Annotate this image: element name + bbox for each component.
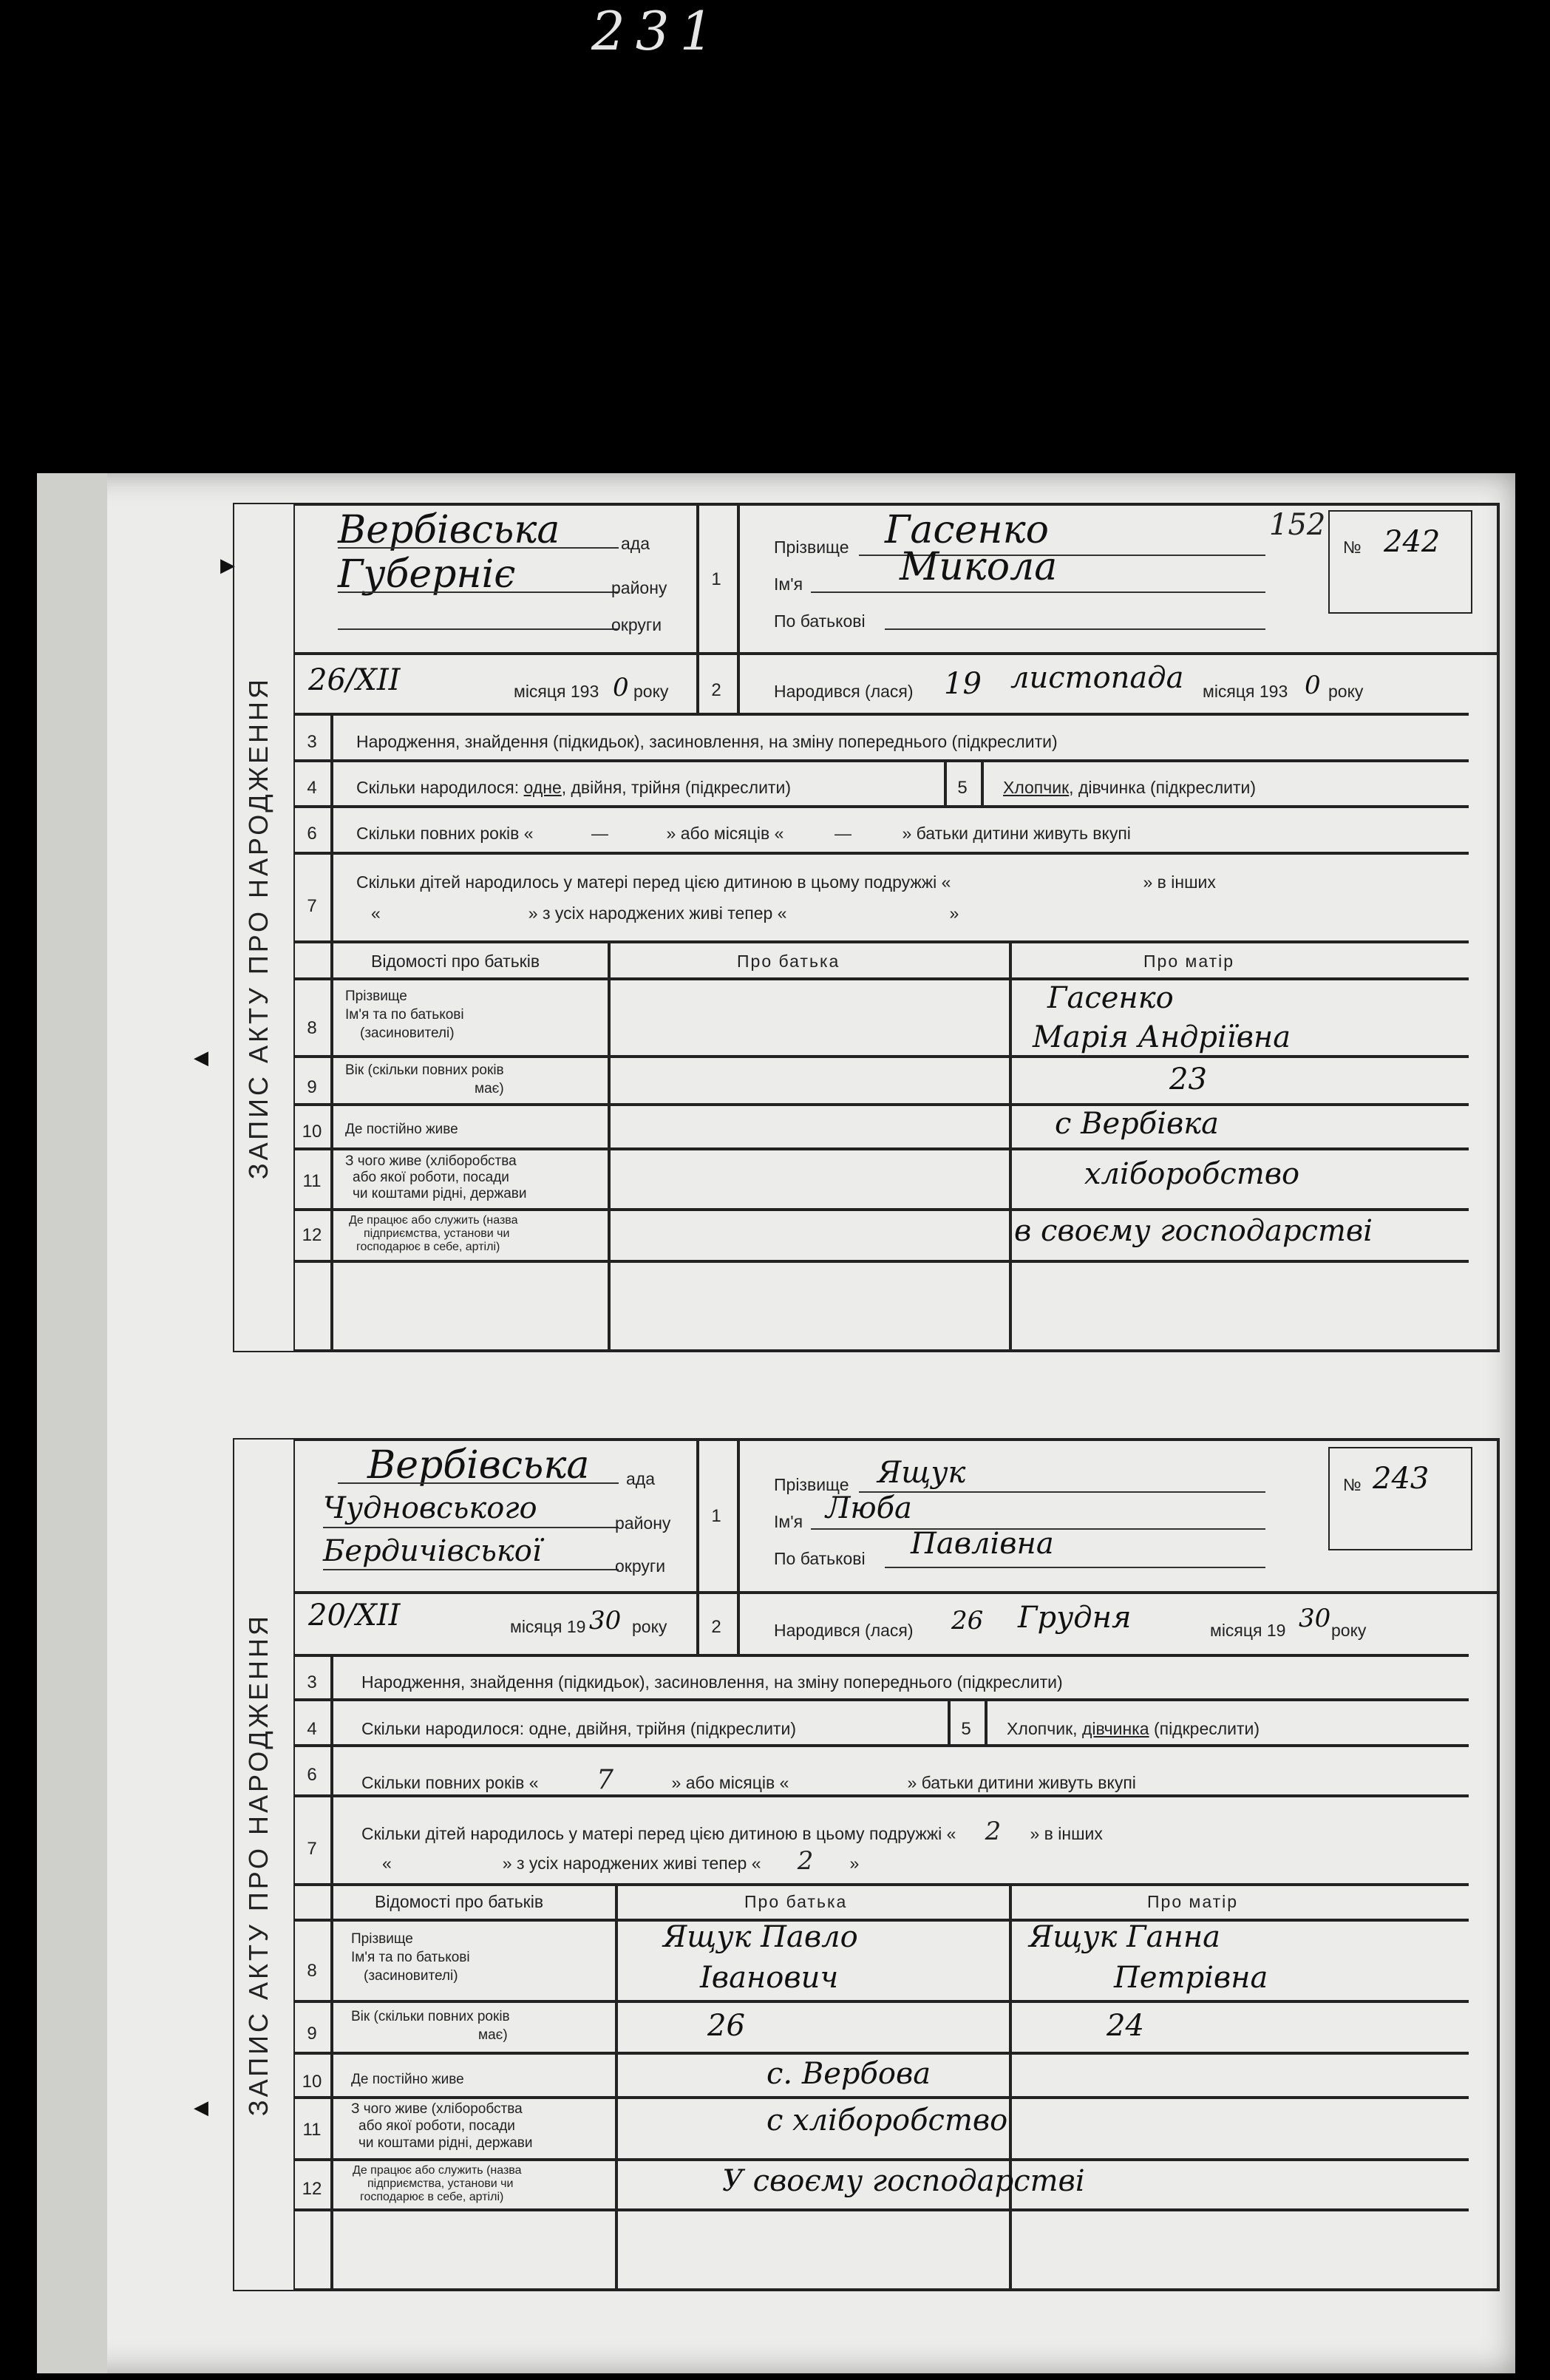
row12-label-1: Де працює або служить (назва <box>353 2164 522 2177</box>
parents-header: Відомості про батьків <box>371 952 540 971</box>
okruh-handwritten: Бердичівської <box>323 1534 542 1568</box>
rayon-label: району <box>615 1513 671 1533</box>
row9-label-1: Вік (скільки повних років <box>351 2009 510 2024</box>
rada-label: ада <box>621 534 650 553</box>
row8-label-3: (засиновителі) <box>360 1025 455 1041</box>
born-day-handwritten: 26 <box>951 1606 984 1635</box>
row7-text-line2: « » з усіх народжених живі тепер « 2 » <box>382 1846 860 1876</box>
registration-date-handwritten: 20/XII <box>308 1598 401 1633</box>
row-number: 5 <box>961 1719 971 1739</box>
row8-label-3: (засиновителі) <box>364 1968 458 1984</box>
divider <box>293 1919 1469 1922</box>
row11-label-3: чи коштами рідні, держави <box>353 1186 527 1201</box>
divider <box>293 1208 1469 1211</box>
row5-text: Хлопчик, дівчинка (підкреслити) <box>1007 1719 1260 1738</box>
divider <box>293 1055 1469 1058</box>
row7-text-line1: Скільки дітей народилось у матері перед цією дитиною в цьому подружжі « » в інших <box>356 872 1216 892</box>
divider <box>696 652 1498 655</box>
row4-text: Скільки народилося: одне, двійня, трійня (підкреслити) <box>361 1719 796 1738</box>
row3-text: Народження, знайдення (підкидьок), засиновлення, на зміну попереднього (підкреслити) <box>356 732 1058 751</box>
punch-hole-mark: ◀ <box>194 1046 208 1068</box>
row-number: 6 <box>307 824 317 844</box>
born-day-handwritten: 19 <box>944 667 982 701</box>
born-year-label: року <box>1328 682 1364 701</box>
row-number: 12 <box>302 1225 322 1245</box>
work-handwritten: в своєму господарстві <box>1014 1214 1373 1248</box>
divider <box>293 1654 1469 1657</box>
divider <box>737 504 740 713</box>
name-handwritten: Микола <box>900 545 1058 589</box>
row9-label-2: має) <box>475 1081 504 1096</box>
divider <box>293 652 696 655</box>
row8-label-2: Ім'я та по батькові <box>345 1007 464 1023</box>
divider <box>293 2208 1469 2211</box>
name-label: Ім'я <box>774 1512 803 1531</box>
divider <box>1009 1883 1012 2290</box>
row3-text: Народження, знайдення (підкидьок), засиновлення, на зміну попереднього (підкреслити) <box>361 1672 1063 1692</box>
divider <box>293 1744 1469 1747</box>
record-side-title: ЗАПИС АКТУ ПРО НАРОДЖЕННЯ <box>243 1613 273 2117</box>
row5-text: Хлопчик, дівчинка (підкреслити) <box>1003 778 1257 797</box>
row12-label-3: господарює в себе, артілі) <box>360 2191 504 2203</box>
divider <box>293 1147 1469 1150</box>
surname-handwritten: Гасенко <box>885 508 1049 552</box>
divider <box>948 1698 951 1744</box>
row-number: 12 <box>302 2179 322 2199</box>
row-number: 10 <box>302 2072 322 2092</box>
divider <box>293 1883 1469 1886</box>
row11-label-3: чи коштами рідні, держави <box>358 2135 533 2151</box>
patronymic-line <box>885 628 1265 630</box>
row-number: 4 <box>307 1719 317 1739</box>
divider <box>696 504 699 713</box>
record-number-handwritten: 242 <box>1384 525 1441 559</box>
row-number: 5 <box>957 778 968 798</box>
residence-handwritten: с Вербівка <box>1055 1107 1220 1141</box>
name-line <box>811 591 1265 593</box>
divider <box>293 2096 1469 2099</box>
divider <box>293 2052 1469 2055</box>
name-label: Ім'я <box>774 574 803 594</box>
divider <box>293 805 1469 808</box>
birth-record-2 <box>233 1438 1500 2291</box>
row-number: 2 <box>711 1617 721 1637</box>
okruh-line <box>338 628 619 630</box>
month-label: місяця 19 <box>510 1617 586 1636</box>
number-label: № <box>1343 538 1362 557</box>
divider <box>293 940 1469 943</box>
surname-label: Прізвище <box>774 538 849 557</box>
year-label: року <box>633 682 669 701</box>
mother-header: Про матір <box>1147 1892 1239 1911</box>
row9-label-1: Вік (скільки повних років <box>345 1062 504 1078</box>
row9-label-2: має) <box>478 2027 508 2043</box>
record-number-handwritten: 243 <box>1373 1462 1430 1496</box>
mother-name-handwritten-1: Гасенко <box>1047 981 1174 1015</box>
rayon-handwritten: Чудновського <box>323 1491 537 1525</box>
born-label: Народився (лася) <box>774 682 914 701</box>
row8-label-1: Прізвище <box>351 1931 413 1947</box>
divider <box>737 1440 740 1654</box>
divider <box>608 940 611 1351</box>
registration-year-handwritten: 30 <box>589 1606 622 1635</box>
row-number: 3 <box>307 1672 317 1692</box>
row-number: 8 <box>307 1018 317 1038</box>
row-number: 9 <box>307 1077 317 1097</box>
row-number: 6 <box>307 1765 317 1785</box>
punch-hole-mark: ▶ <box>220 554 235 576</box>
rayon-line <box>338 591 619 593</box>
divider <box>944 759 947 805</box>
row11-label-1: З чого живе (хліборобства <box>351 2101 523 2117</box>
birth-record-1 <box>233 503 1500 1352</box>
mother-name-handwritten-2: Петрівна <box>1114 1961 1268 1995</box>
divider <box>293 852 1469 855</box>
year-label: року <box>632 1617 667 1636</box>
divider <box>293 1794 1469 1797</box>
rada-handwritten: Вербівська <box>367 1443 590 1488</box>
divider <box>330 1654 333 2290</box>
occupation-handwritten: хліборобство <box>1084 1157 1300 1191</box>
okruh-label: округи <box>611 615 662 634</box>
mother-age-handwritten: 23 <box>1169 1062 1207 1096</box>
divider <box>293 977 1469 980</box>
page-binding-edge <box>37 473 107 2373</box>
row-number: 10 <box>302 1122 322 1142</box>
born-month-label: місяця 19 <box>1210 1621 1286 1640</box>
row4-text: Скільки народилося: одне, двійня, трійня (підкреслити) <box>356 778 791 797</box>
row-number: 9 <box>307 2024 317 2044</box>
rayon-handwritten: Губерніє <box>338 552 516 597</box>
divider <box>293 1698 1469 1701</box>
divider <box>293 1591 696 1594</box>
divider <box>1009 940 1012 1351</box>
patronymic-handwritten: Павлівна <box>911 1527 1054 1561</box>
rada-handwritten: Вербівська <box>338 508 560 552</box>
born-label: Народився (лася) <box>774 1621 914 1640</box>
row12-label-1: Де працює або служить (назва <box>349 1214 518 1227</box>
parents-header: Відомості про батьків <box>375 1892 544 1911</box>
divider <box>293 1103 1469 1106</box>
row-number: 7 <box>307 896 317 916</box>
rada-line <box>338 547 619 549</box>
row12-label-3: господарює в себе, артілі) <box>356 1241 500 1253</box>
residence-handwritten: с. Вербова <box>766 2057 931 2091</box>
row11-label-1: З чого живе (хліборобства <box>345 1153 517 1169</box>
row10-label: Де постійно живе <box>345 1122 458 1137</box>
rada-line <box>338 1482 619 1484</box>
name-handwritten: Люба <box>826 1491 912 1525</box>
divider <box>293 2158 1469 2161</box>
row12-label-2: підприємства, установи чи <box>364 1227 510 1240</box>
born-month-label: місяця 193 <box>1203 682 1288 701</box>
row8-label-2: Ім'я та по батькові <box>351 1950 470 1965</box>
rada-label: ада <box>626 1469 656 1488</box>
punch-hole-mark: ◀ <box>194 2096 208 2118</box>
divider <box>293 1260 1469 1263</box>
row-number: 2 <box>711 680 721 700</box>
rayon-label: району <box>611 578 667 597</box>
okruh-line <box>323 1569 619 1570</box>
divider <box>615 1883 618 2290</box>
divider <box>330 713 333 1351</box>
born-month-handwritten: Грудня <box>1018 1601 1132 1635</box>
father-header: Про батька <box>744 1892 848 1911</box>
record-side-title: ЗАПИС АКТУ ПРО НАРОДЖЕННЯ <box>243 676 273 1179</box>
father-age-handwritten: 26 <box>707 2009 745 2043</box>
born-month-handwritten: листопада <box>1010 661 1184 695</box>
patronymic-label: По батькові <box>774 1549 866 1568</box>
row11-label-2: або якої роботи, посади <box>353 1170 509 1185</box>
divider <box>696 1440 699 1654</box>
patronymic-label: По батькові <box>774 611 866 631</box>
row-number: 11 <box>302 1171 322 1191</box>
stamp-number: 152 <box>1269 508 1326 542</box>
born-year-label: року <box>1331 1621 1367 1640</box>
divider <box>293 2000 1469 2003</box>
archive-top-mark: 231 <box>591 0 724 62</box>
row-number: 7 <box>307 1839 317 1859</box>
work-handwritten: У своєму господарстві <box>722 2164 1085 2198</box>
row-number: 1 <box>711 1506 721 1526</box>
row10-label: Де постійно живе <box>351 2072 464 2087</box>
row7-text-line1: Скільки дітей народилось у матері перед цією дитиною в цьому подружжі « 2 » в інших <box>361 1817 1103 1846</box>
row8-label-1: Прізвище <box>345 989 407 1004</box>
row-number: 4 <box>307 778 317 798</box>
row6-text: Скільки повних років « 7 » або місяців « » батьки дитини живуть вкупі <box>361 1765 1136 1795</box>
row7-text-line2: « » з усіх народжених живі тепер « » <box>371 903 959 923</box>
okruh-label: округи <box>615 1556 666 1576</box>
registration-year-handwritten: 0 <box>613 673 629 702</box>
row6-text: Скільки повних років « — » або місяців « — » батьки дитини живуть вкупі <box>356 824 1131 843</box>
row12-label-2: підприємства, установи чи <box>367 2177 514 2190</box>
divider <box>293 759 1469 762</box>
born-year-handwritten: 30 <box>1299 1604 1331 1633</box>
patronymic-line <box>885 1567 1265 1568</box>
mother-age-handwritten: 24 <box>1107 2009 1144 2043</box>
row-number: 8 <box>307 1961 317 1981</box>
father-header: Про батька <box>737 952 840 971</box>
father-name-handwritten-2: Іванович <box>700 1961 839 1995</box>
born-year-handwritten: 0 <box>1305 671 1321 700</box>
row-number: 1 <box>711 569 721 589</box>
rayon-line <box>323 1527 619 1528</box>
divider <box>981 759 984 805</box>
month-label: місяця 193 <box>514 682 599 701</box>
row-number: 11 <box>302 2120 322 2140</box>
father-name-handwritten-1: Ящук Павло <box>663 1920 858 1954</box>
mother-name-handwritten-1: Ящук Ганна <box>1029 1920 1221 1954</box>
registration-date-handwritten: 26/XII <box>308 663 401 697</box>
occupation-handwritten: с хліборобство <box>766 2103 1008 2137</box>
divider <box>696 1591 1498 1594</box>
mother-header: Про матір <box>1143 952 1235 971</box>
mother-name-handwritten-2: Марія Андріївна <box>1033 1020 1291 1054</box>
surname-handwritten: Ящук <box>877 1456 966 1490</box>
divider <box>293 713 1469 716</box>
surname-line <box>859 1491 1265 1493</box>
row-number: 3 <box>307 732 317 752</box>
surname-label: Прізвище <box>774 1475 849 1494</box>
row11-label-2: або якої роботи, посади <box>358 2118 515 2134</box>
divider <box>985 1698 988 1744</box>
number-label: № <box>1343 1475 1362 1494</box>
